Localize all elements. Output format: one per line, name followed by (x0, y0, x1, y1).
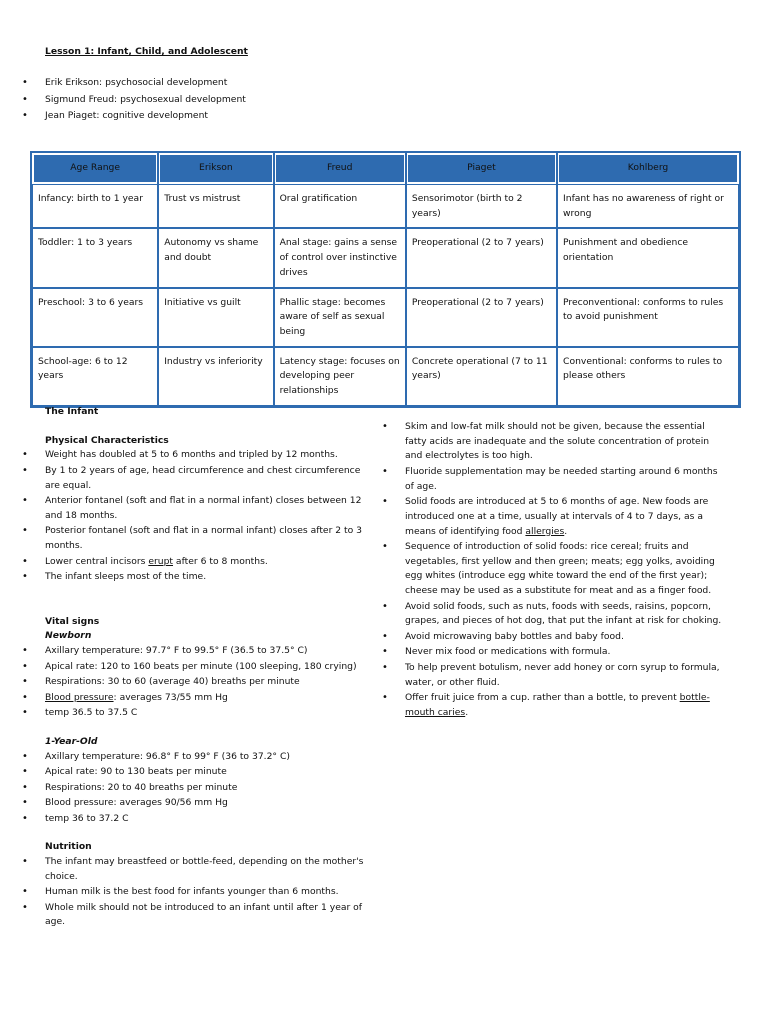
table-row (32, 228, 739, 287)
table-cell: Initiative vs guilt (158, 288, 273, 347)
item-text: after 6 to 8 months. (173, 555, 268, 567)
physical-list (45, 448, 365, 584)
table-cell: Concrete operational (7 to 11 years) (406, 347, 557, 406)
table-row (32, 347, 739, 406)
list-item: • Respirations: 30 to 60 (average 40) breaths per minute (45, 675, 365, 690)
item-text: . (564, 525, 568, 537)
column-header-freud: Freud (274, 153, 406, 184)
table-cell: Phallic stage: becomes aware of self as sexual being (274, 288, 406, 347)
table-row (32, 288, 739, 347)
item-text: . (465, 706, 469, 718)
list-item: • Whole milk should not be introduced to an infant until after 1 year of age. (45, 901, 365, 930)
list-item (45, 691, 365, 706)
list-item: • By 1 to 2 years of age, head circumference and chest circumference are equal. (45, 464, 365, 493)
list-item: • Sigmund Freud: psychosexual development (45, 93, 345, 108)
list-item: • Posterior fontanel (soft and flat in a normal infant) closes after 2 to 3 months. (45, 524, 365, 553)
list-item: • The infant may breastfeed or bottle-feed, depending on the mother's choice. (45, 855, 365, 884)
column-header-piaget: Piaget (406, 153, 557, 184)
left-column (45, 405, 365, 931)
table-cell: Punishment and obedience orientation (557, 228, 739, 287)
table-cell: Trust vs mistrust (158, 184, 273, 228)
right-column (405, 420, 723, 721)
list-item: • Apical rate: 120 to 160 beats per minute (100 sleeping, 180 crying) (45, 660, 365, 675)
list-item: • Sequence of introduction of solid foods: rice cereal; fruits and vegetables, first yellow and then green; meats; egg yolks, avoiding egg whites (introduce egg white toward the end of the first year); cheese may be used as a substitute for meat and as a finger food. (405, 540, 723, 599)
section-heading-infant: The Infant (45, 406, 99, 417)
list-item: • Never mix food or medications with formula. (405, 645, 723, 660)
blood-pressure-link[interactable]: Blood pressure (45, 691, 114, 703)
section-heading-nutrition: Nutrition (45, 841, 92, 853)
development-table (30, 151, 741, 408)
table-row (32, 184, 739, 228)
list-item (45, 555, 365, 570)
table-cell: Oral gratification (274, 184, 406, 228)
list-item: • Anterior fontanel (soft and flat in a normal infant) closes between 12 and 18 months. (45, 494, 365, 523)
list-item: • temp 36.5 to 37.5 C (45, 706, 365, 721)
list-item: • Respirations: 20 to 40 breaths per minute (45, 781, 365, 796)
item-text: Lower central incisors (45, 555, 149, 567)
list-item (405, 495, 723, 539)
table-cell: Infant has no awareness of right or wrong (557, 184, 739, 228)
bottle-mouth-caries-link[interactable]: bottle-mouth caries (405, 692, 710, 718)
table-cell: Anal stage: gains a sense of control over instinctive drives (274, 228, 406, 287)
column-header-kohlberg: Kohlberg (557, 153, 739, 184)
list-item: • Weight has doubled at 5 to 6 months and tripled by 12 months. (45, 448, 365, 463)
item-text: Solid foods are introduced at 5 to 6 months of age. New foods are introduced one at a time, usually at intervals of 4 to 7 days, as a means of identifying food (405, 496, 709, 537)
list-item: • Axillary temperature: 96.8° F to 99° F (36 to 37.2° C) (45, 750, 365, 765)
table-cell: Industry vs inferiority (158, 347, 273, 406)
item-text: : averages 73/55 mm Hg (113, 691, 228, 703)
one-year-old-list (45, 750, 365, 827)
nutrition-continued-list (405, 420, 723, 720)
table-cell: Latency stage: focuses on developing peer relationships (274, 347, 406, 406)
column-header-erikson: Erikson (158, 153, 273, 184)
sub-heading-newborn: Newborn (45, 630, 92, 642)
section-heading-physical: Physical Characteristics (45, 434, 169, 446)
table-cell: Infancy: birth to 1 year (32, 184, 158, 228)
list-item: • Blood pressure: averages 90/56 mm Hg (45, 796, 365, 811)
table-header-row (32, 153, 739, 184)
list-item: • Axillary temperature: 97.7° F to 99.5° F (36.5 to 37.5° C) (45, 644, 365, 659)
list-item: • Skim and low-fat milk should not be given, because the essential fatty acids are inadequate and the solute concentration of protein and electrolytes is too high. (405, 420, 723, 464)
item-text: Offer fruit juice from a cup. rather than a bottle, to prevent (405, 692, 680, 704)
list-item (405, 691, 723, 720)
list-item: • Erik Erikson: psychosocial development (45, 76, 345, 91)
table-cell: Autonomy vs shame and doubt (158, 228, 273, 287)
table-cell: Preconventional: conforms to rules to avoid punishment (557, 288, 739, 347)
list-item: • Human milk is the best food for infants younger than 6 months. (45, 885, 365, 900)
lesson-title: Lesson 1: Infant, Child, and Adolescent (45, 46, 248, 57)
table-cell: Toddler: 1 to 3 years (32, 228, 158, 287)
column-header-age-range: Age Range (32, 153, 158, 184)
table-cell: Preschool: 3 to 6 years (32, 288, 158, 347)
newborn-list (45, 644, 365, 721)
table-cell: Preoperational (2 to 7 years) (406, 288, 557, 347)
intro-list (45, 76, 345, 126)
list-item: • Fluoride supplementation may be needed starting around 6 months of age. (405, 465, 723, 494)
list-item: • temp 36 to 37.2 C (45, 812, 365, 827)
erupt-link[interactable]: erupt (148, 555, 174, 567)
table-cell: School-age: 6 to 12 years (32, 347, 158, 406)
nutrition-list (45, 855, 365, 930)
table-cell: Sensorimotor (birth to 2 years) (406, 184, 557, 228)
list-item: • Apical rate: 90 to 130 beats per minute (45, 765, 365, 780)
list-item: • Avoid solid foods, such as nuts, foods with seeds, raisins, popcorn, grapes, and pieces of hot dog, that put the infant at risk for choking. (405, 600, 723, 629)
section-heading-vital-signs: Vital signs (45, 615, 100, 627)
table-cell: Conventional: conforms to rules to please others (557, 347, 739, 406)
list-item: • Avoid microwaving baby bottles and baby food. (405, 630, 723, 645)
list-item: • The infant sleeps most of the time. (45, 570, 365, 585)
table-cell: Preoperational (2 to 7 years) (406, 228, 557, 287)
list-item: • To help prevent botulism, never add honey or corn syrup to formula, water, or other fluid. (405, 661, 723, 690)
allergies-link[interactable]: allergies (525, 525, 565, 537)
list-item: • Jean Piaget: cognitive development (45, 109, 345, 124)
sub-heading-one-year-old: 1-Year-Old (45, 735, 98, 747)
